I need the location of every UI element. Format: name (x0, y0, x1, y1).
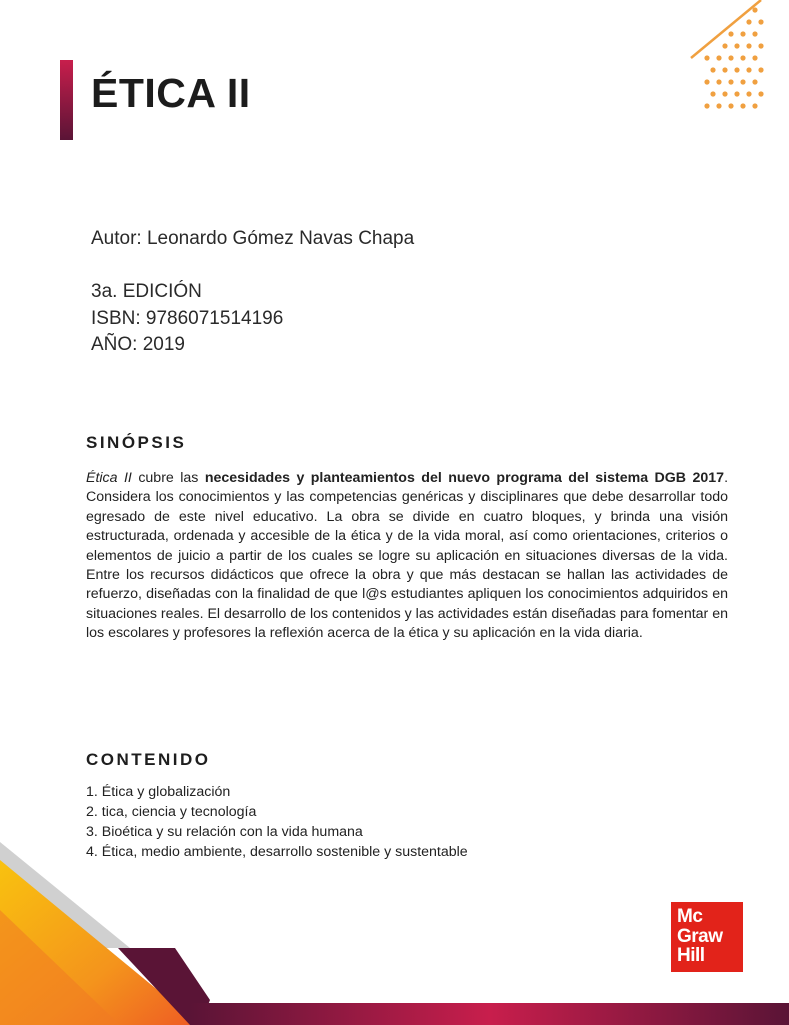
mcgraw-hill-logo (671, 902, 743, 972)
decorative-dot (728, 31, 733, 36)
decorative-dot (752, 79, 757, 84)
logo-line-2: Graw (677, 925, 723, 947)
synopsis-text (86, 469, 728, 644)
decorative-dot (716, 79, 721, 84)
decorative-dot (746, 67, 751, 72)
decorative-dot (758, 91, 763, 96)
synopsis-bold-phrase: necesidades y planteamientos del nuevo programa del sistema DGB 2017 (204, 470, 725, 486)
decorative-dot (704, 79, 709, 84)
decorative-dot (728, 103, 733, 108)
synopsis-heading: SINÓPSIS (86, 433, 187, 452)
decorative-dot (740, 55, 745, 60)
isbn-line: ISBN: 9786071514196 (91, 308, 284, 329)
logo-line-1: Mc (677, 906, 703, 927)
decorative-dot (728, 55, 733, 60)
decorative-dot (704, 103, 709, 108)
decorative-dots (679, 0, 789, 115)
synopsis-text-b: . Considera los conocimientos y las competencias genéricas y disciplinares que debe desarrollar todo egresado de este nivel educativo. La obra se divide en cuatro bloques, y brinda una visión estructurada, ordenada y accesible de la ética y de la vida moral, así como orientaciones, criterios o elementos de juicio a partir de los cuales se logre su aplicación en situaciones diversas de la vida. Entre los recursos didácticos que ofrece la obra y que más destacan se hallan las actividades de refuerzo, diseñadas con la finalidad de que l@s estudiantes apliquen los conocimientos adquiridos en situaciones reales. El desarrollo de los contenidos y las actividades están diseñadas para fomentar en los escolares y profesores la reflexión acerca de la ética y su aplicación en la vida diaria. (86, 470, 729, 642)
contents-item: 1. Ética y globalización (86, 784, 231, 800)
decorative-dot (716, 103, 721, 108)
decorative-dot (710, 67, 715, 72)
contents-heading: CONTENIDO (86, 750, 211, 769)
decorative-dot (704, 55, 709, 60)
decorative-dot (722, 67, 727, 72)
decorative-dot (710, 91, 715, 96)
decorative-dot (746, 91, 751, 96)
decorative-dot (740, 103, 745, 108)
decorative-dot (758, 67, 763, 72)
synopsis-book-title: Ética II (86, 470, 132, 486)
decorative-dot (722, 43, 727, 48)
decorative-dot (746, 43, 751, 48)
contents-item: 2. tica, ciencia y tecnología (86, 804, 257, 820)
decorative-dot (734, 67, 739, 72)
decorative-dot (722, 91, 727, 96)
title-accent-bar (60, 60, 73, 140)
decorative-dot (734, 91, 739, 96)
decorative-dot (746, 19, 751, 24)
year-line: AÑO: 2019 (91, 334, 185, 355)
logo-line-3: Hill (677, 945, 705, 966)
page-title: ÉTICA II (91, 70, 251, 116)
decorative-dot (728, 79, 733, 84)
contents-item: 4. Ética, medio ambiente, desarrollo sostenible y sustentable (86, 844, 468, 860)
decorative-dot (752, 103, 757, 108)
edition-line: 3a. EDICIÓN (91, 281, 202, 302)
decorative-dot (740, 79, 745, 84)
contents-item: 3. Bioética y su relación con la vida humana (86, 824, 363, 840)
decorative-dot (752, 31, 757, 36)
decorative-dot (752, 55, 757, 60)
decorative-dot (734, 43, 739, 48)
decorative-dot (716, 55, 721, 60)
decorative-dot (758, 43, 763, 48)
author-line: Autor: Leonardo Gómez Navas Chapa (91, 228, 415, 249)
synopsis-text-a: cubre las (131, 470, 205, 486)
decorative-dot (752, 7, 757, 12)
decorative-dot (740, 31, 745, 36)
decorative-dot (758, 19, 763, 24)
